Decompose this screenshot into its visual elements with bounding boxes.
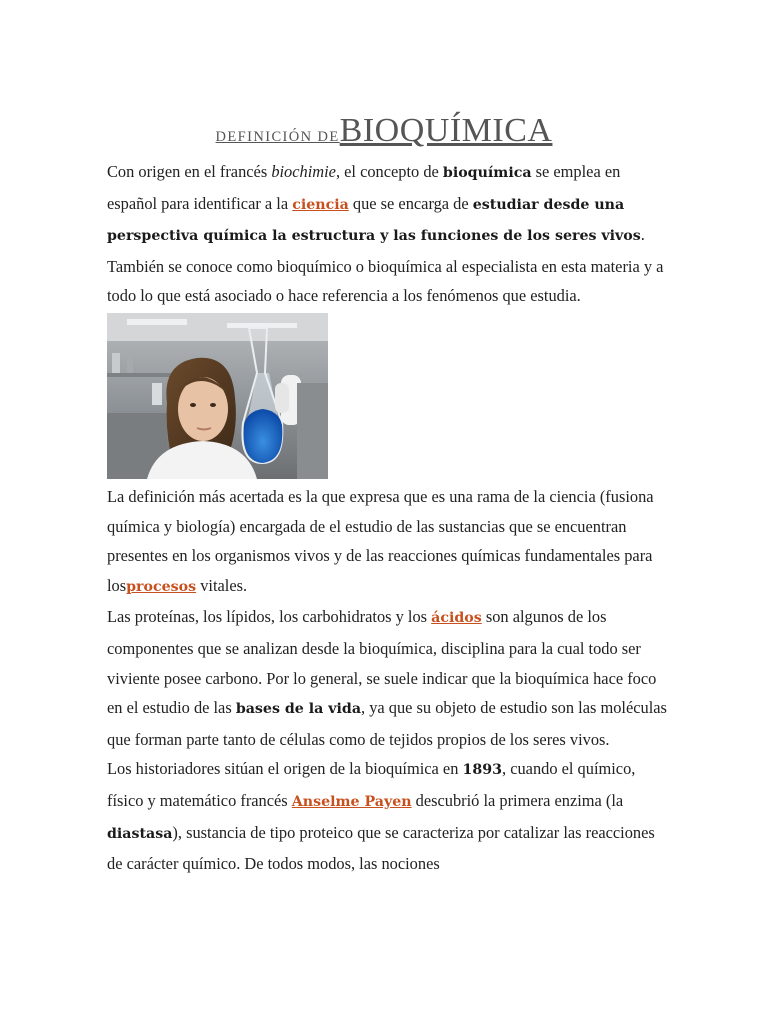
page-title: [0, 112, 768, 150]
woman-holding-flask-photo-icon: [107, 313, 328, 479]
text-run: son algunos de los componentes que se analizan desde la bioquímica, disciplina para la cual todo ser viviente posee carbono. Por lo general, se suele indicar que la bioquímica hace foco en el estudio de las: [107, 607, 657, 718]
link-acidos[interactable]: ácidos: [431, 610, 482, 627]
text-run: Los historiadores sitúan el origen de la bioquímica en: [107, 759, 463, 779]
bold-bases-de-la-vida: bases de la vida: [235, 701, 362, 718]
title-main: BIOQUÍMICA: [339, 112, 553, 149]
paragraph-intro: [107, 157, 667, 311]
paragraph-definition: [107, 482, 667, 602]
text-run: , el concepto de: [335, 162, 443, 181]
link-ciencia[interactable]: ciencia: [292, 196, 349, 213]
text-run: , cuando el químico, físico y matemático francés: [107, 759, 636, 810]
link-procesos[interactable]: procesos: [126, 578, 197, 595]
paragraph-components: [107, 602, 667, 754]
text-run: La definición más acertada es la que expresa que es una rama de la ciencia (fusiona química y biología) encargada de el estudio de las sustancias que se encuentran presentes en los organismos vivos y de las reacciones químicas fundamentales para los: [107, 486, 654, 595]
bold-year: 1893: [462, 762, 502, 779]
bold-definition: estudiar desde una perspectiva química la estructura y las funciones de los seres vivos: [107, 196, 641, 245]
lab-photo: [107, 313, 328, 479]
italic-term: biochimie: [271, 162, 336, 181]
title-prefix: DEFINICIÓN DE: [215, 129, 340, 145]
text-run: descubrió la primera enzima (la: [411, 790, 624, 810]
text-run: se emplea en español para identificar a la: [107, 162, 621, 213]
bold-diastasa: diastasa: [107, 825, 173, 842]
text-run: que se encarga de: [348, 193, 473, 213]
paragraph-history: [107, 754, 667, 878]
text-run: . También se conoce como bioquímico o bioquímica al especialista en esta materia y a todo lo que está asociado o hace referencia a los fenómenos que estudia.: [107, 225, 664, 306]
text-run: , ya que su objeto de estudio son las moléculas que forman parte tanto de células como de tejidos propios de los seres vivos.: [107, 698, 667, 749]
document-body: [107, 157, 667, 879]
text-run: Las proteínas, los lípidos, los carbohidratos y los: [107, 607, 432, 627]
text-run: vitales.: [196, 575, 248, 595]
text-run: ), sustancia de tipo proteico que se caracteriza por catalizar las reacciones de carácter químico. De todos modos, las nociones: [107, 822, 655, 874]
text-run: Con origen en el francés: [107, 162, 272, 181]
link-anselme-payen[interactable]: Anselme Payen: [291, 793, 412, 810]
bold-term: bioquímica: [442, 165, 532, 181]
